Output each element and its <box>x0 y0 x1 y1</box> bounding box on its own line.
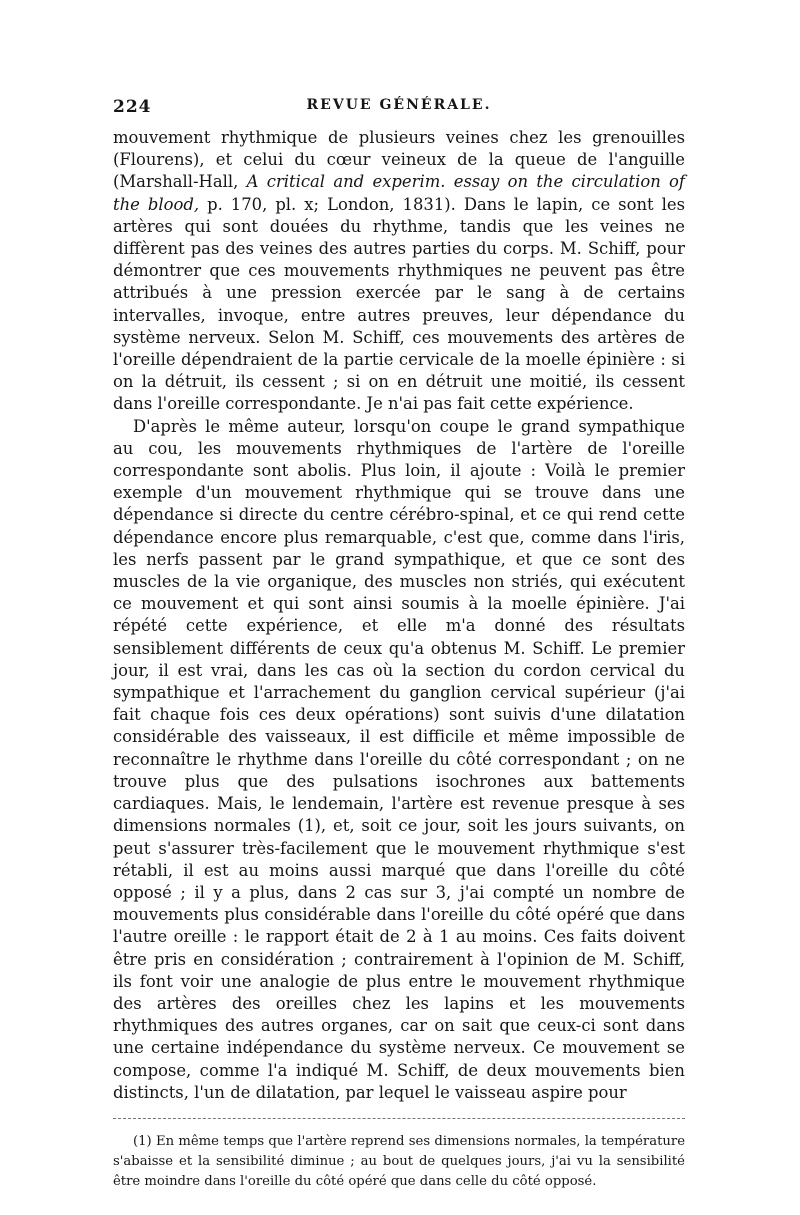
paragraph-2: D'après le même auteur, lorsqu'on coupe le grand sympathique au cou, les mouvements rhythmiques de l'artère de l'oreille correspondante sont abolis. Plus loin, il ajoute : Voilà le premier exemple d'un mouvement rhythmique qui se trouve dans une dépendance si directe du centre cérébro-spinal, et ce qui rend cette dépendance encore plus remarquable, c'est que, comme dans l'iris, les nerfs passent par le grand sympathique, et que ce sont des muscles de la vie organique, des muscles non striés, qui exécutent ce mouvement et qui sont ainsi soumis à la moelle épinière. J'ai répété cette expérience, et elle m'a donné des résultats sensiblement différents de ceux qu'a obtenus M. Schiff. Le premier jour, il est vrai, dans les cas où la section du cordon cervical du sympathique et l'arrachement du ganglion cervical supérieur (j'ai fait chaque fois ces deux opérations) sont suivis d'une dilatation considérable des vaisseaux, il est difficile et même impossible de reconnaître le rhythme dans l'oreille du côté correspondant ; on ne trouve plus que des pulsations isochrones aux battements cardiaques. Mais, le lendemain, l'artère est revenue presque à ses dimensions normales (1), et, soit ce jour, soit les jours suivants, on peut s'assurer très-facilement que le mouvement rhythmique s'est rétabli, il est au moins aussi marqué que dans l'oreille du côté opposé ; il y a plus, dans 2 cas sur 3, j'ai compté un nombre de mouvements plus considérable dans l'oreille du côté opéré que dans l'autre oreille : le rapport était de 2 à 1 au moins. Ces faits doivent être pris en considération ; contrairement à l'opinion de M. Schiff, ils font voir une analogie de plus entre le mouvement rhythmique des artères des oreilles chez les lapins et les mouvements rhythmiques des autres organes, car on sait que ceux-ci sont dans une certaine indépendance du système nerveux. Ce mouvement se compose, comme l'a indiqué M. Schiff, de deux mouvements bien distincts, l'un de dilatation, par lequel le vaisseau aspire pour <box>113 416 685 1102</box>
cited-title: A critical and experim. essay on the circulation of the blood, <box>113 172 685 214</box>
page-number: 224 <box>113 97 152 117</box>
page-header <box>113 97 685 119</box>
paragraph-1 <box>113 127 685 416</box>
body-text <box>113 127 685 1104</box>
page <box>113 0 685 1205</box>
running-head: REVUE GÉNÉRALE. <box>306 97 492 113</box>
paragraph-1-end: p. 170, pl. x; London, 1831). Dans le lapin, ce sont les artères qui sont douées du rhythme, tandis que les veines ne diffèrent pas des veines des autres parties du corps. M. Schiff, pour démontrer que ces mouvements rhythmiques ne peuvent pas être attribués à une pression exercée par le sang à de certains intervalles, invoque, entre autres preuves, leur dépendance du système nerveux. Selon M. Schiff, ces mouvements des artères de l'oreille dépendraient de la partie cervicale de la moelle épinière : si on la détruit, ils cessent ; si on en détruit une moitié, ils cessent dans l'oreille correspondante. Je n'ai pas fait cette expérience. <box>113 194 685 414</box>
footnote: (1) En même temps que l'artère reprend ses dimensions normales, la température s'abaisse et la sensibilité diminue ; au bout de quelques jours, j'ai vu la sensibilité être moindre dans l'oreille du côté opéré que dans celle du côté opposé. <box>113 1133 685 1189</box>
footnote-divider <box>113 1118 685 1119</box>
paragraph-1-start: mouvement rhythmique de plusieurs veines chez les grenouilles (Flourens), et celui du cœur veineux de la queue de l'anguille (Marshall-Hall, <box>113 128 685 192</box>
